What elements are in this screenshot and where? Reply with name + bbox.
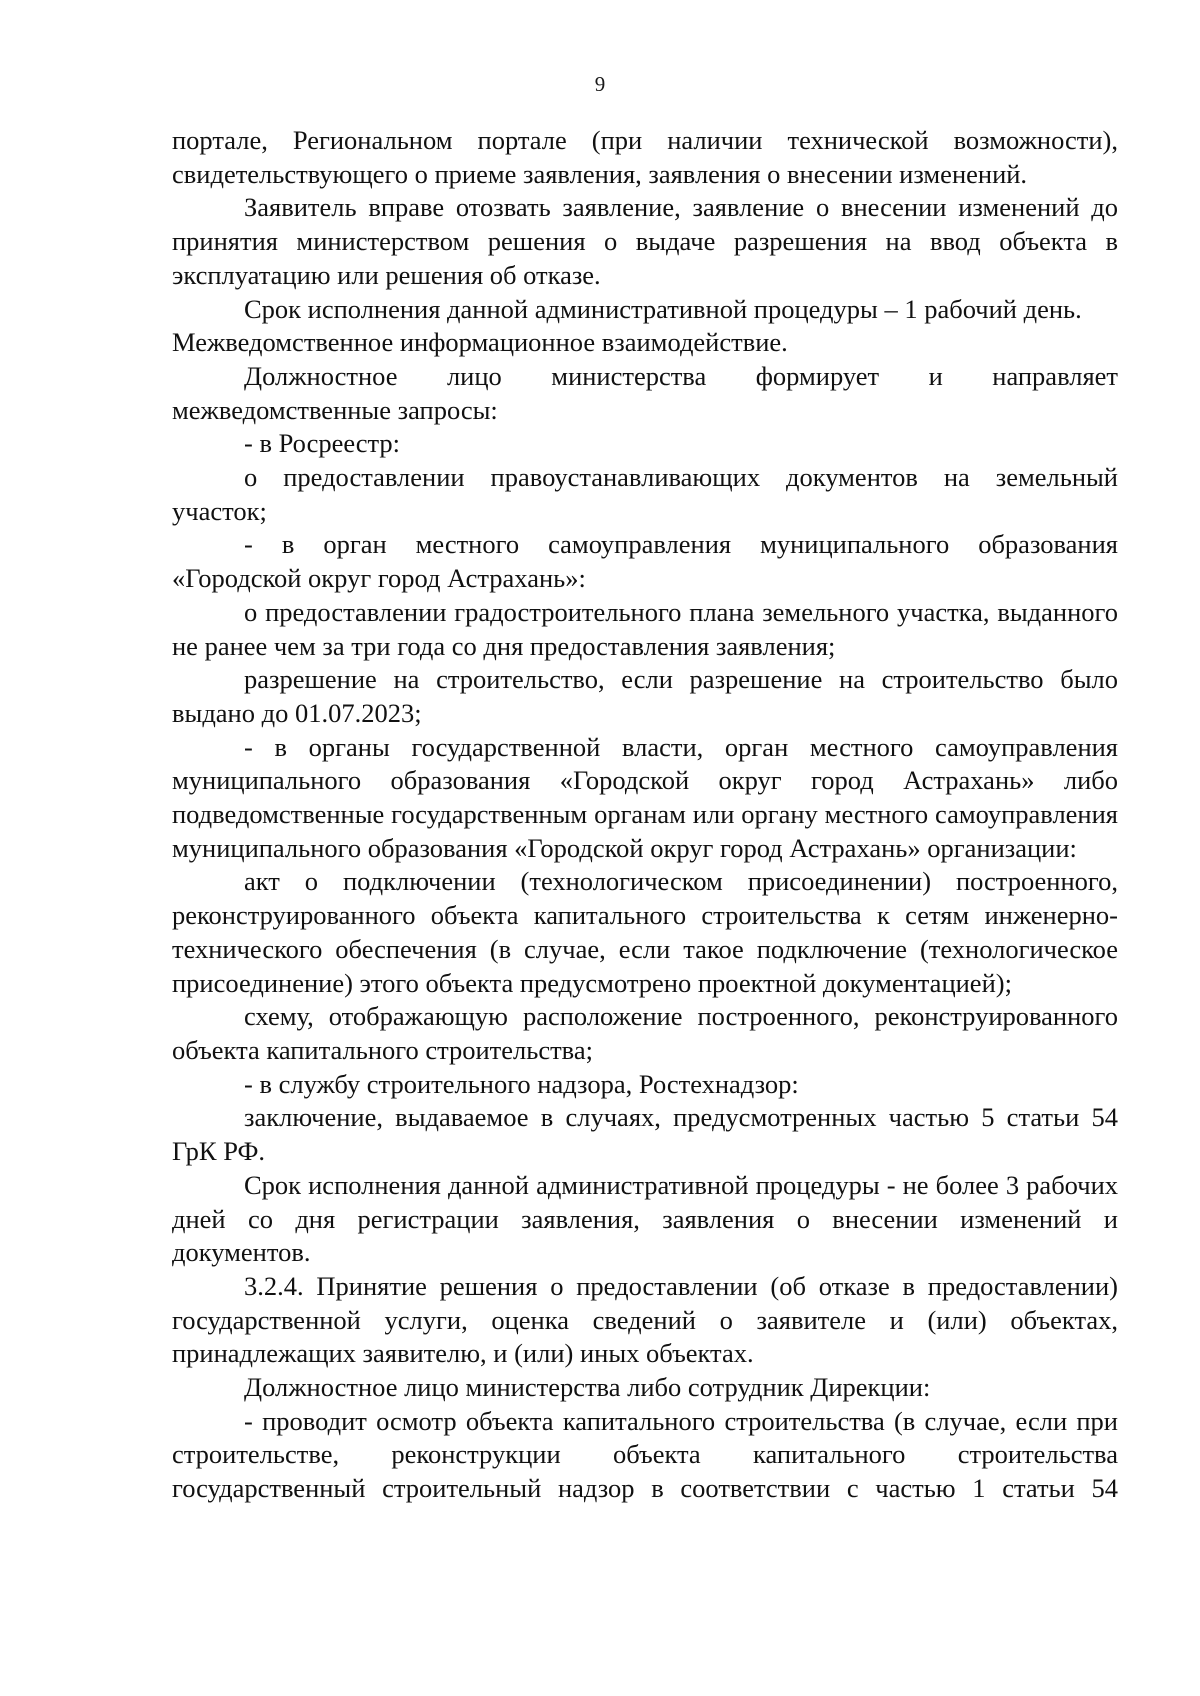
paragraph: портале, Региональном портале (при наличии технической возможности), свидетельствующего о приеме заявления, заявления о внесении изменений.	[172, 125, 1118, 189]
paragraph: заключение, выдаваемое в случаях, предусмотренных частью 5 статьи 54 ГрК РФ.	[172, 1102, 1118, 1167]
list-item: - в органы государственной власти, орган местного самоуправления муниципального образования «Городской округ город Астрахань» либо подведомственные государственным органам или органу местного самоуправления муниципального образования «Городской округ город Астрахань» организации:	[172, 731, 1118, 863]
paragraph: о предоставлении градостроительного плана земельного участка, выданного не ранее чем за три года со дня предоставления заявления;	[172, 596, 1118, 661]
paragraph: схему, отображающую расположение построенного, реконструированного объекта капитального строительства;	[172, 1001, 1118, 1065]
section-heading: 3.2.4. Принятие решения о предоставлении (об отказе в предоставлении) государственной услуги, оценка сведений о заявителе и (или) объектах, принадлежащих заявителю, и (или) иных объектах.	[172, 1270, 1118, 1369]
list-item: - в Росреестр:	[244, 428, 401, 459]
paragraph: о предоставлении правоустанавливающих документов на земельный участок;	[172, 462, 1118, 526]
paragraph: акт о подключении (технологическом присоединении) построенного, реконструированного объекта капитального строительства к сетям инженерно-технического обеспечения (в случае, если такое подключение (технологическое присоединение) этого объекта предусмотрено проектной документацией);	[172, 866, 1118, 998]
paragraph: Межведомственное информационное взаимодействие.	[172, 327, 788, 358]
paragraph: Должностное лицо министерства либо сотрудник Дирекции:	[244, 1372, 931, 1403]
list-item: - в орган местного самоуправления муниципального образования «Городской округ город Астрахань»:	[172, 529, 1118, 594]
paragraph: разрешение на строительство, если разрешение на строительство было выдано до 01.07.2023;	[172, 664, 1118, 728]
document-body	[172, 124, 1118, 1506]
paragraph: Должностное лицо министерства формирует и направляет межведомственные запросы:	[172, 360, 1118, 425]
page-number: 9	[594, 72, 606, 96]
paragraph: Срок исполнения данной административной процедуры - не более 3 рабочих дней со дня регистрации заявления, заявления о внесении изменений и документов.	[172, 1169, 1118, 1268]
paragraph: Заявитель вправе отозвать заявление, заявление о внесении изменений до принятия министерством решения о выдаче разрешения на ввод объекта в эксплуатацию или решения об отказе.	[172, 192, 1118, 290]
list-item: - проводит осмотр объекта капитального строительства (в случае, если при строительстве, реконструкции объекта капитального строительства государственный строительный надзор в соответствии с частью 1 статьи 54	[172, 1405, 1118, 1504]
list-item: - в службу строительного надзора, Ростехнадзор:	[244, 1068, 799, 1099]
paragraph: Срок исполнения данной административной процедуры – 1 рабочий день.	[244, 293, 1082, 324]
